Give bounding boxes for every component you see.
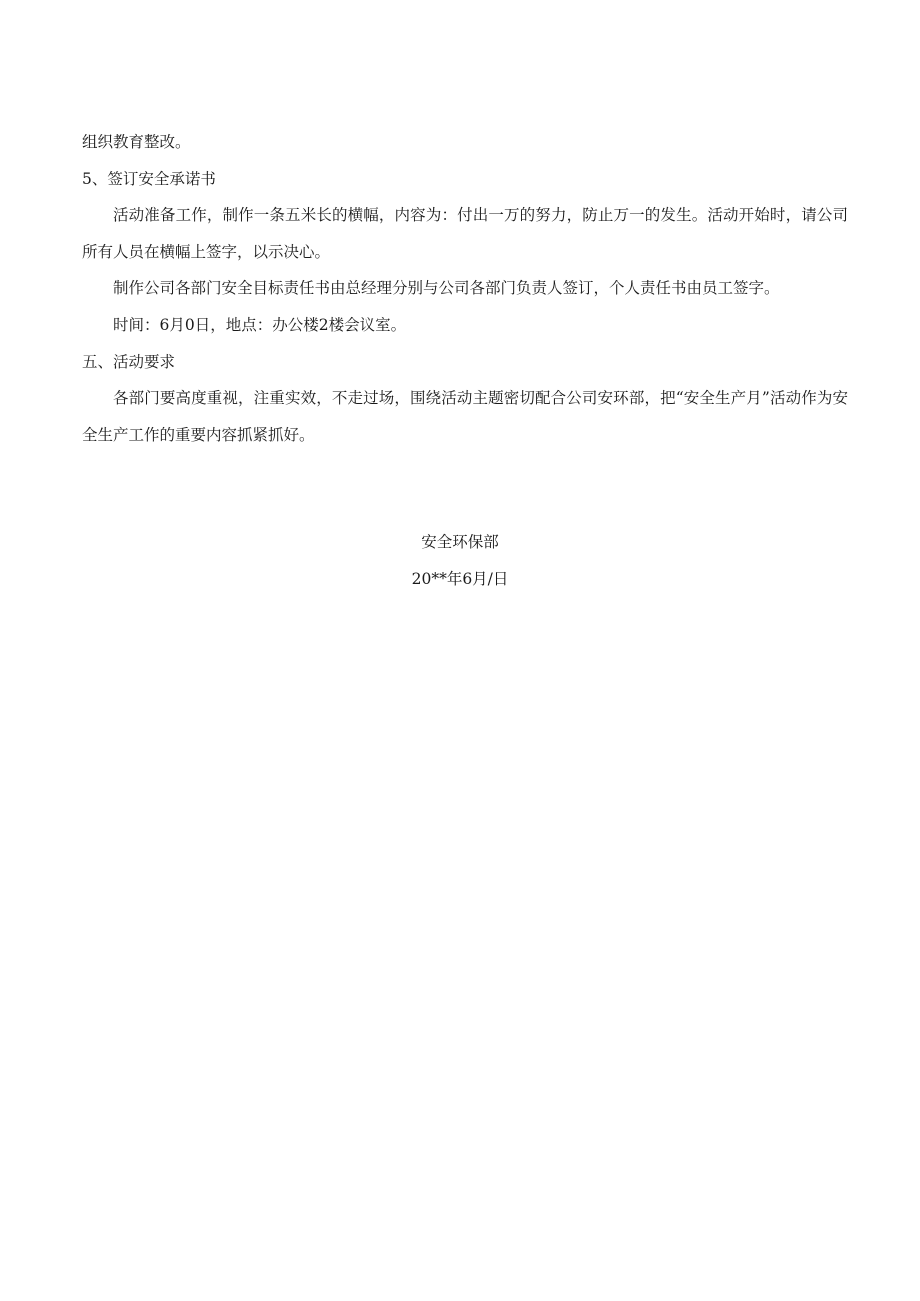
paragraph-time-location: 时间：6月0日，地点：办公楼2楼会议室。	[113, 315, 407, 334]
paragraph-requirements: 各部门要高度重视，注重实效，不走过场，围绕活动主题密切配合公司安环部，把“安全生产月”活动作为安全生产工作的重要内容抓紧抓好。	[82, 389, 848, 444]
section-heading-sign-commitment: 5、签订安全承诺书	[82, 169, 216, 188]
paragraph-continuation: 组织教育整改。	[82, 133, 191, 151]
section-heading-requirements: 五、活动要求	[82, 352, 176, 371]
paragraph-responsibility-letter: 制作公司各部门安全目标责任书由总经理分别与公司各部门负责人签订，个人责任书由员工签字。	[113, 279, 780, 298]
signature-department: 安全环保部	[421, 533, 499, 551]
paragraph-banner-preparation: 活动准备工作，制作一条五米长的横幅，内容为：付出一万的努力，防止万一的发生。活动开始时，请公司所有人员在横幅上签字，以示决心。	[82, 206, 848, 261]
signature-date: 20**年6月/日	[411, 570, 509, 588]
document-body	[82, 124, 848, 453]
